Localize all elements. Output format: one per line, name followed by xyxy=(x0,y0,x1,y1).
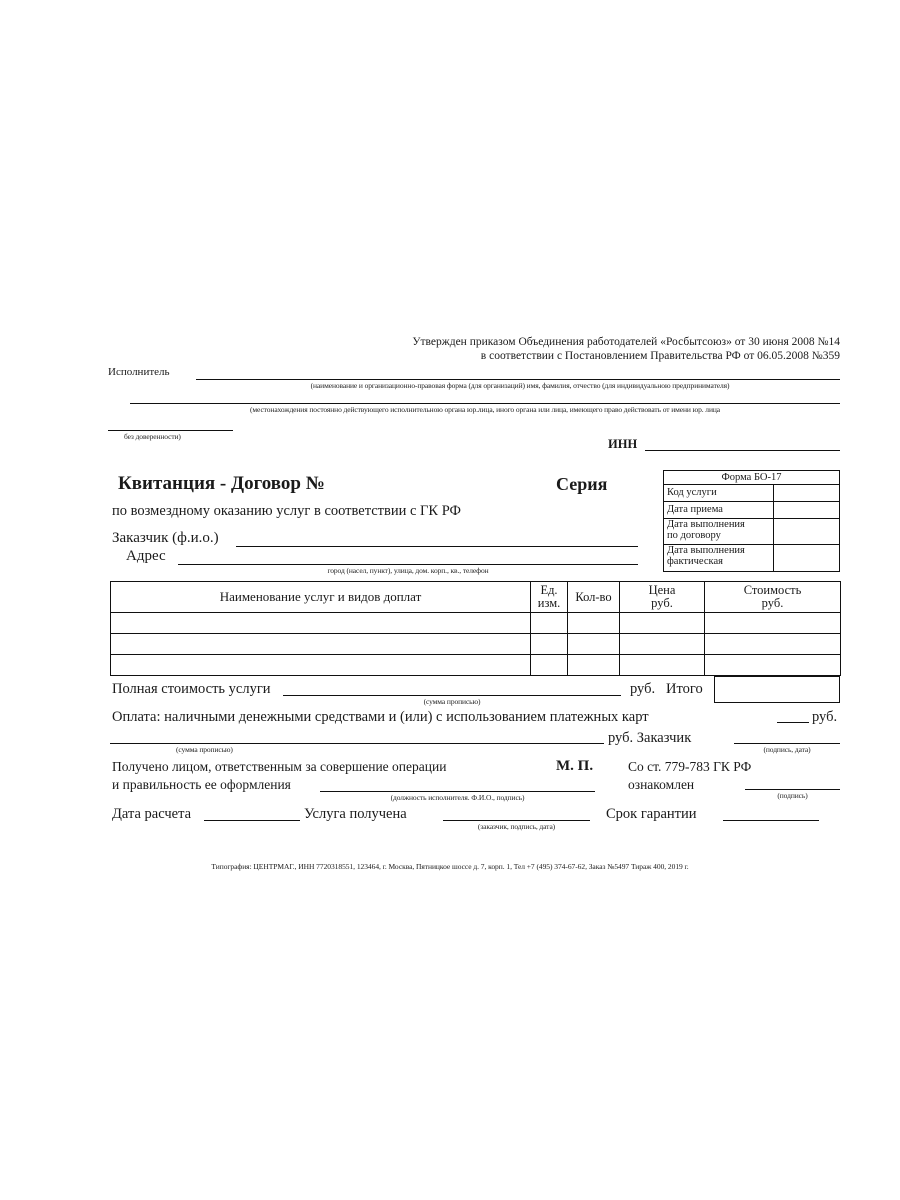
column-header-price-line2: руб. xyxy=(651,596,673,610)
cell-service-name[interactable] xyxy=(111,634,531,655)
form-row-contract-completion-date xyxy=(664,519,839,545)
warranty-period-label: Срок гарантии xyxy=(606,806,697,822)
table-row[interactable] xyxy=(111,655,841,676)
location-caption: (местонахождения постоянно действующего исполнительною органа юр.лица, иного органа или лица, имеющего право действовать от имени юр. лица xyxy=(249,405,721,414)
cell-quantity[interactable] xyxy=(568,613,620,634)
gk-rf-notice-line-2: ознакомлен xyxy=(628,777,695,792)
form-bo17-box xyxy=(663,470,840,572)
location-input-line[interactable] xyxy=(130,403,840,404)
stamp-place-label: М. П. xyxy=(556,758,594,774)
table-row[interactable] xyxy=(111,634,841,655)
services-table-head xyxy=(111,582,841,613)
address-caption: город (насел, пункт), улица, дом. корп., кв., телефон xyxy=(327,566,489,575)
acknowledgement-signature-input-line[interactable] xyxy=(745,789,840,790)
cell-service-name[interactable] xyxy=(111,613,531,634)
executor-label: Исполнитель xyxy=(108,366,170,378)
received-by-line-2: и правильность ее оформления xyxy=(112,777,291,792)
cell-unit[interactable] xyxy=(531,634,568,655)
without-proxy-caption: без доверенности) xyxy=(124,432,181,441)
column-header-unit-line2: изм. xyxy=(537,596,561,610)
inn-label: ИНН xyxy=(608,437,638,451)
sum-in-words-input-line-2[interactable] xyxy=(110,743,604,744)
page-subtitle: по возмездному оказанию услуг в соответствии с ГК РФ xyxy=(112,503,462,519)
full-cost-input-line[interactable] xyxy=(283,695,621,696)
services-table xyxy=(110,581,841,676)
cell-price[interactable] xyxy=(620,634,705,655)
service-received-caption: (заказчик, подпись, дата) xyxy=(477,822,556,831)
form-row-acceptance-date-label: Дата приема xyxy=(664,502,774,518)
services-table-body xyxy=(111,613,841,676)
payment-card-amount-line[interactable] xyxy=(777,722,809,723)
form-row-service-code-label: Код услуги xyxy=(664,485,774,501)
form-row-contract-completion-date-label xyxy=(664,519,774,544)
payment-line-label: Оплата: наличными денежными средствами и (или) с использованием платежных карт xyxy=(112,709,649,725)
series-label: Серия xyxy=(556,474,608,494)
services-table-header-row xyxy=(111,582,841,613)
form-row-acceptance-date xyxy=(664,502,839,519)
form-row-actual-completion-date xyxy=(664,545,839,571)
service-received-label: Услуга получена xyxy=(304,806,407,822)
form-row-actual-completion-date-value[interactable] xyxy=(774,545,839,571)
executor-caption: (наименование и организационно-правовая форма (для организаций) имя, фамилия, отчество (для индивидуальною предпринимателя) xyxy=(310,381,730,390)
rub-customer-label: руб. Заказчик xyxy=(608,730,692,746)
cell-cost[interactable] xyxy=(705,634,841,655)
customer-signature-input-line[interactable] xyxy=(734,743,840,744)
column-header-cost xyxy=(705,582,841,613)
printer-footer: Типография: ЦЕНТРМАГ., ИНН 7720318551, 123464, г. Москва, Пятницкое шоссе д. 7, корп. 1, Тел +7 (495) 374-67-62, Заказ №5497 Тираж 400, 2019 г. xyxy=(211,862,689,871)
column-header-service-name: Наименование услуг и видов доплат xyxy=(111,582,531,613)
proxy-input-line[interactable] xyxy=(108,430,233,431)
form-row-acceptance-date-value[interactable] xyxy=(774,502,839,518)
form-row-actual-completion-date-label-line1: Дата выполнения xyxy=(667,545,745,557)
column-header-quantity: Кол-во xyxy=(568,582,620,613)
gk-rf-notice-line-1: Со ст. 779-783 ГК РФ xyxy=(628,759,752,774)
warranty-period-input-line[interactable] xyxy=(723,820,819,821)
received-by-line-1: Получено лицом, ответственным за совершение операции xyxy=(112,759,447,774)
executor-input-line[interactable] xyxy=(196,379,840,380)
cell-quantity[interactable] xyxy=(568,634,620,655)
column-header-cost-line2: руб. xyxy=(761,596,784,610)
cell-quantity[interactable] xyxy=(568,655,620,676)
column-header-unit-line1: Ед. xyxy=(540,583,558,597)
table-row[interactable] xyxy=(111,613,841,634)
cell-service-name[interactable] xyxy=(111,655,531,676)
executor-signature-caption: (должность исполнителя. Ф.И.О., подпись) xyxy=(390,793,525,802)
sum-in-words-caption-1: (сумма прописью) xyxy=(423,697,481,706)
sum-in-words-caption-2: (сумма прописью) xyxy=(176,745,233,754)
cell-cost[interactable] xyxy=(705,613,841,634)
cell-unit[interactable] xyxy=(531,613,568,634)
form-row-actual-completion-date-label-line2: фактическая xyxy=(667,555,723,567)
form-row-service-code-value[interactable] xyxy=(774,485,839,501)
address-input-line[interactable] xyxy=(178,564,638,565)
page-title: Квитанция - Договор № xyxy=(118,473,325,494)
column-header-price-line1: Цена xyxy=(648,583,676,597)
cell-cost[interactable] xyxy=(705,655,841,676)
full-cost-label: Полная стоимость услуги xyxy=(112,681,271,697)
signature-date-caption: (подпись, дата) xyxy=(763,745,811,754)
form-row-contract-completion-date-label-line2: по договору xyxy=(667,529,721,541)
form-row-contract-completion-date-value[interactable] xyxy=(774,519,839,544)
column-header-cost-line1: Стоимость xyxy=(743,583,802,597)
acknowledgement-signature-caption: (подпись) xyxy=(777,791,808,800)
customer-name-label: Заказчик (ф.и.о.) xyxy=(112,530,219,546)
calculation-date-input-line[interactable] xyxy=(204,820,300,821)
form-bo17-title-row xyxy=(664,471,839,485)
column-header-unit xyxy=(531,582,568,613)
itogo-value-box[interactable] xyxy=(714,676,840,703)
itogo-label: Итого xyxy=(666,681,703,697)
calculation-date-label: Дата расчета xyxy=(112,806,192,822)
address-label: Адрес xyxy=(126,548,166,564)
column-header-price xyxy=(620,582,705,613)
executor-signature-input-line[interactable] xyxy=(320,791,595,792)
form-row-service-code xyxy=(664,485,839,502)
form-row-contract-completion-date-label-line1: Дата выполнения xyxy=(667,519,745,531)
cell-price[interactable] xyxy=(620,613,705,634)
approval-line-primary: Утвержден приказом Объединения работодателей «Росбытсоюз» от 30 июня 2008 №14 xyxy=(412,336,840,348)
form-row-actual-completion-date-label xyxy=(664,545,774,571)
cell-price[interactable] xyxy=(620,655,705,676)
rub-label-total: руб. xyxy=(630,681,656,697)
cell-unit[interactable] xyxy=(531,655,568,676)
form-bo17-title: Форма БО-17 xyxy=(721,472,782,483)
customer-name-input-line[interactable] xyxy=(236,546,638,547)
approval-line-secondary: в соответствии с Постановлением Правительства РФ от 06.05.2008 №359 xyxy=(480,350,840,362)
inn-input-line[interactable] xyxy=(645,450,840,451)
payment-rub-label: руб. xyxy=(812,709,838,725)
service-received-input-line[interactable] xyxy=(443,820,590,821)
